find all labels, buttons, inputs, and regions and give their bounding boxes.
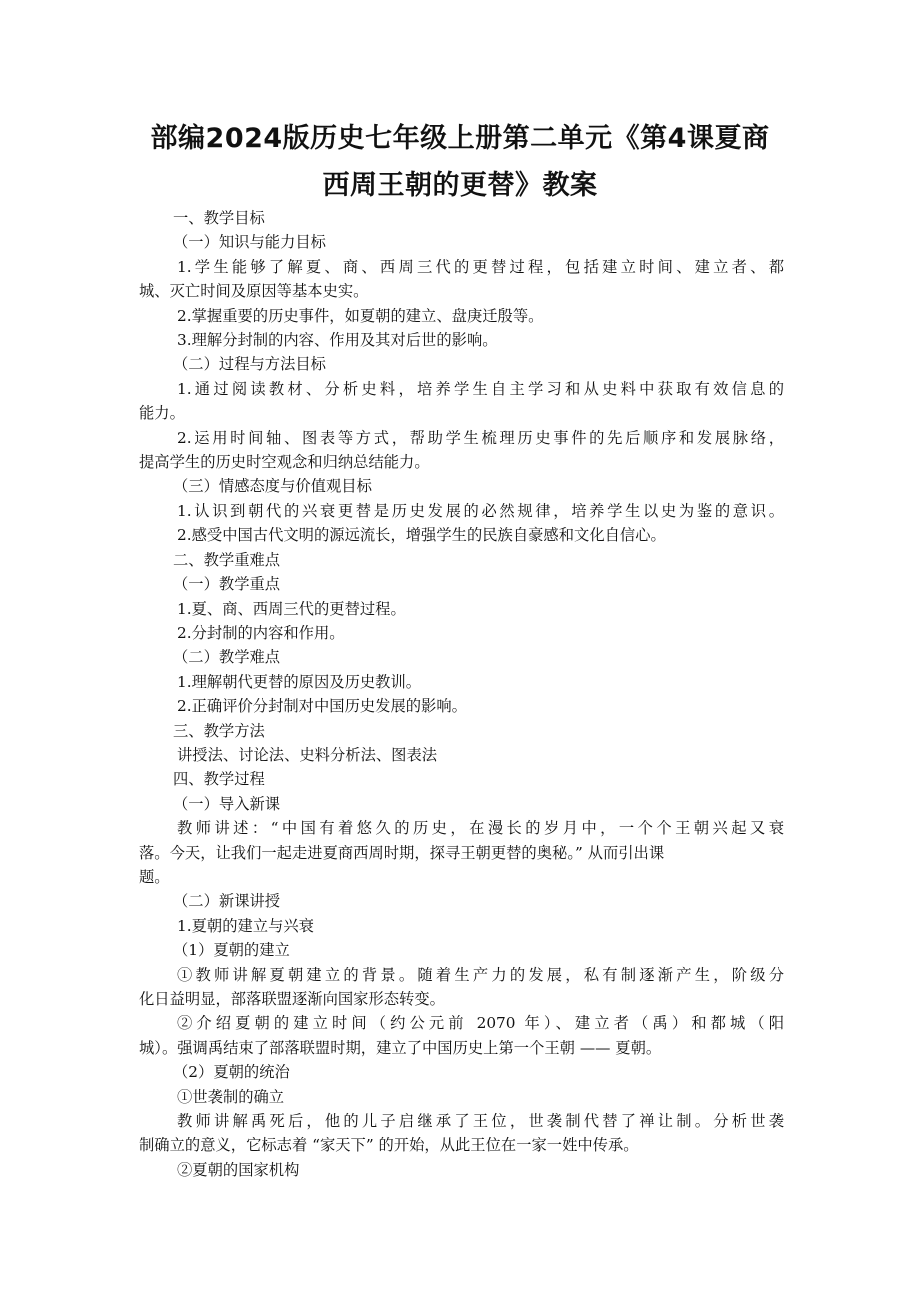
paragraph-line: 2.运用时间轴、图表等方式，帮助学生梳理历史事件的先后顺序和发展脉络，: [177, 428, 784, 447]
document-title-line-2: 西周王朝的更替》教案: [322, 170, 598, 201]
paragraph-line: 提高学生的历史时空观念和归纳总结能力。: [139, 453, 430, 472]
paragraph-line: 讲授法、讨论法、史料分析法、图表法: [177, 745, 438, 764]
heading-teaching-process: 四、教学过程: [173, 770, 265, 789]
subheading-emotion-values: （三）情感态度与价值观目标: [173, 477, 372, 496]
subheading-xia-founding: （1）夏朝的建立: [173, 941, 290, 960]
subheading-key-points: （一）教学重点: [173, 575, 281, 594]
paragraph-line: 城）。强调禹结束了部落联盟时期，建立了中国历史上第一个王朝 —— 夏朝。: [139, 1038, 662, 1057]
paragraph-line: 2.分封制的内容和作用。: [177, 623, 345, 642]
paragraph-line: ②夏朝的国家机构: [177, 1160, 300, 1179]
paragraph-line: 3.理解分封制的内容、作用及其对后世的影响。: [177, 331, 498, 350]
paragraph-line: ①世袭制的确立: [177, 1087, 285, 1106]
heading-teaching-goals: 一、教学目标: [173, 209, 265, 227]
paragraph-line: 2.正确评价分封制对中国历史发展的影响。: [177, 697, 467, 716]
subheading-introduction: （一）导入新课: [173, 794, 281, 813]
paragraph-line: 1.理解朝代更替的原因及历史教训。: [177, 672, 422, 691]
paragraph-line: ①教师讲解夏朝建立的背景。随着生产力的发展，私有制逐渐产生，阶级分: [177, 965, 784, 984]
paragraph-line: 1.通过阅读教材、分析史料，培养学生自主学习和从史料中获取有效信息的: [177, 379, 784, 398]
paragraph-line: 制确立的意义，它标志着 “家天下” 的开始，从此王位在一家一姓中传承。: [139, 1136, 639, 1155]
paragraph-line: 1.认识到朝代的兴衰更替是历史发展的必然规律，培养学生以史为鉴的意识。: [177, 501, 784, 520]
paragraph-line: 教师讲述：“中国有着悠久的历史，在漫长的岁月中，一个个王朝兴起又衰: [177, 819, 784, 838]
paragraph-line: 2.掌握重要的历史事件，如夏朝的建立、盘庚迁殷等。: [177, 306, 544, 325]
subheading-process-method: （二）过程与方法目标: [173, 355, 326, 374]
subheading-difficult-points: （二）教学难点: [173, 648, 281, 667]
subheading-xia-rule: （2）夏朝的统治: [173, 1063, 290, 1082]
document-body: [139, 206, 784, 1182]
paragraph-line: 2.感受中国古代文明的源远流长，增强学生的民族自豪感和文化自信心。: [177, 526, 666, 545]
heading-teaching-methods: 三、教学方法: [173, 721, 265, 740]
paragraph-line: 城、灭亡时间及原因等基本史实。: [139, 282, 369, 301]
paragraph-line: 能力。: [139, 404, 185, 423]
paragraph-line: 1.夏、商、西周三代的更替过程。: [177, 599, 406, 618]
paragraph-line: ②介绍夏朝的建立时间（约公元前 2070 年）、建立者（禹）和都城（阳: [177, 1014, 784, 1033]
subheading-new-lesson: （二）新课讲授: [173, 892, 281, 911]
heading-key-difficult-points: 二、教学重难点: [173, 550, 281, 569]
paragraph-line: 1.学生能够了解夏、商、西周三代的更替过程，包括建立时间、建立者、都: [177, 257, 784, 276]
document-title-line-1: 部编2024版历史七年级上册第二单元《第4课夏商: [150, 123, 770, 154]
paragraph-line: 化日益明显，部落联盟逐渐向国家形态转变。: [139, 990, 445, 1008]
paragraph-line: 题。: [139, 867, 170, 886]
paragraph-line: 教师讲解禹死后，他的儿子启继承了王位，世袭制代替了禅让制。分析世袭: [177, 1112, 784, 1131]
paragraph-line: 落。今天，让我们一起走进夏商西周时期，探寻王朝更替的奥秘。” 从而引出课: [139, 843, 665, 862]
paragraph-line: 1.夏朝的建立与兴衰: [177, 916, 314, 935]
subheading-knowledge-ability: （一）知识与能力目标: [173, 233, 326, 252]
